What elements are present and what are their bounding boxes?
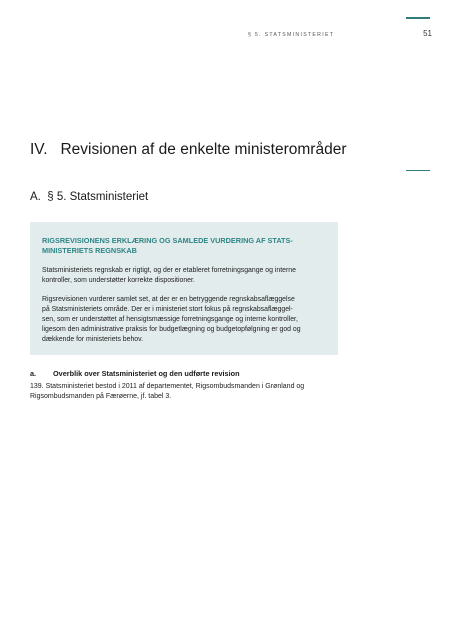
running-header: § 5. STATSMINISTERIET [248, 32, 335, 38]
summary-paragraph-2 [42, 295, 328, 345]
summary-heading-line: MINISTERIETS REGNSKAB [42, 246, 137, 255]
body-text-line: Rigsombudsmanden på Færøerne, jf. tabel 3. [30, 393, 172, 400]
summary-text-line: ligesom den administrative praksis for budgetlægning og budgetopfølgning er god og [42, 326, 301, 333]
chapter-title: IV. Revisionen af de enkelte ministerområder [30, 141, 347, 158]
subsection-marker: a. [30, 369, 37, 378]
page-number: 51 [423, 29, 432, 38]
body-text-line: 139. Statsministeriet bestod i 2011 af departementet, Rigsombudsmanden i Grønland og [30, 383, 305, 390]
subsection-heading [30, 369, 330, 378]
summary-box-heading [42, 236, 328, 256]
summary-text-line: dækkende for ministeriets behov. [42, 336, 143, 343]
summary-text-line: Rigsrevisionen vurderer samlet set, at der er en betryggende regnskabsaflæggelse [42, 296, 295, 303]
summary-text-line: sen, som er understøttet af hensigtsmæssige forretningsgange og interne kontroller, [42, 316, 298, 323]
header-accent-rule [406, 17, 430, 19]
summary-paragraph-1 [42, 266, 328, 286]
body-paragraph [30, 382, 330, 402]
summary-text-line: på Statsministeriets område. Der er i ministeriet stort fokus på regnskabsaflæggel- [42, 306, 293, 313]
summary-text-line: kontroller, som understøtter korrekte dispositioner. [42, 277, 195, 284]
summary-box [30, 222, 338, 355]
subsection-title: Overblik over Statsministeriet og den udførte revision [53, 369, 240, 378]
section-title: A. § 5. Statsministeriet [30, 191, 149, 203]
summary-text-line: Statsministeriets regnskab er rigtigt, og der er etableret forretningsgange og interne [42, 267, 296, 274]
margin-accent-rule [406, 170, 430, 171]
summary-heading-line: RIGSREVISIONENS ERKLÆRING OG SAMLEDE VURDERING AF STATS- [42, 236, 293, 245]
